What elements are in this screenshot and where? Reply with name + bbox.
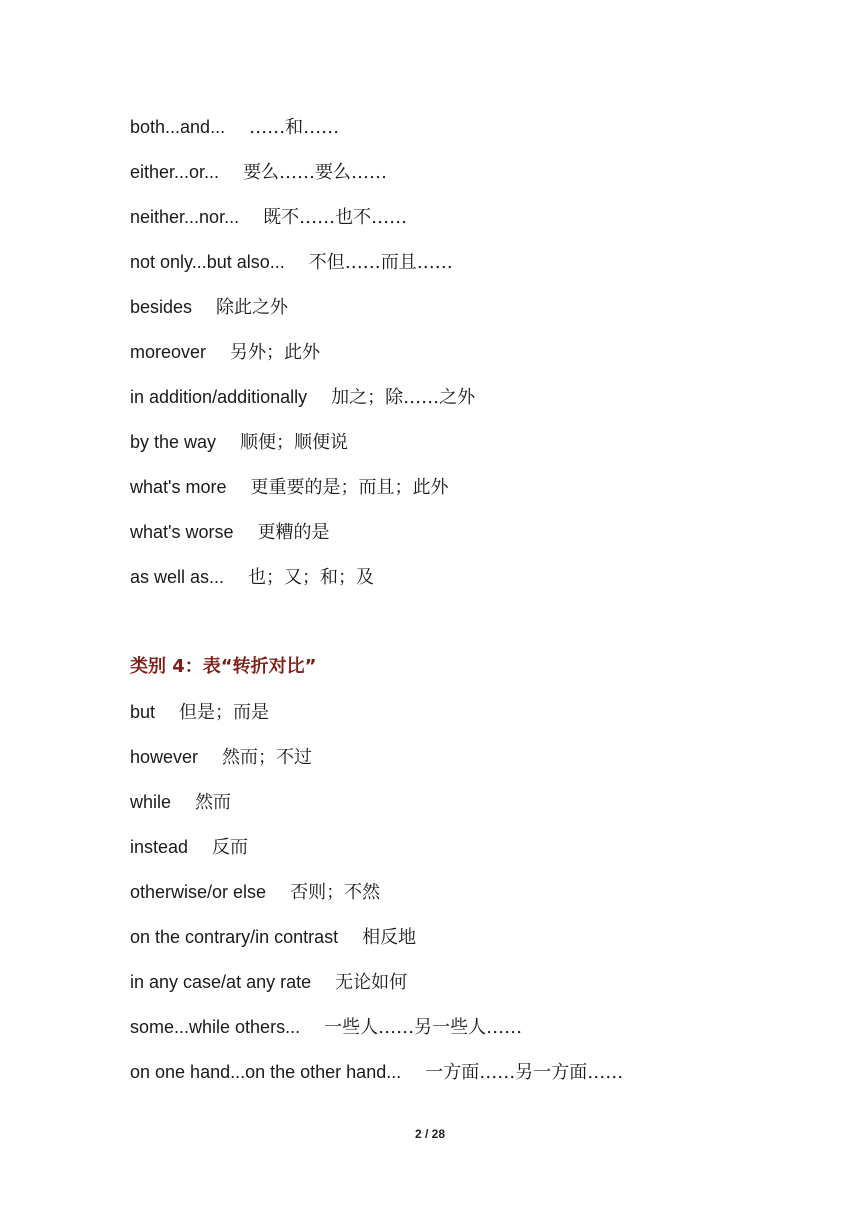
phrase-entry xyxy=(130,247,475,292)
phrase-list-contrast xyxy=(130,697,623,1102)
phrase-entry xyxy=(130,967,623,1012)
phrase-entry xyxy=(130,292,475,337)
phrase-english: on one hand...on the other hand... xyxy=(130,1062,402,1082)
phrase-chinese: 更重要的是；而且；此外 xyxy=(250,477,449,498)
phrase-english: however xyxy=(130,747,199,767)
phrase-entry xyxy=(130,202,475,247)
phrase-entry xyxy=(130,112,475,157)
phrase-chinese: 相反地 xyxy=(362,927,417,948)
phrase-entry xyxy=(130,922,623,967)
phrase-entry xyxy=(130,382,475,427)
phrase-english: otherwise/or else xyxy=(130,882,267,902)
phrase-entry xyxy=(130,157,475,202)
phrase-entry xyxy=(130,562,475,607)
phrase-english: not only...but also... xyxy=(130,252,285,272)
phrase-entry xyxy=(130,1012,623,1057)
phrase-entry xyxy=(130,1057,623,1102)
phrase-english: on the contrary/in contrast xyxy=(130,927,339,947)
phrase-entry xyxy=(130,517,475,562)
section-heading-contrast: 类别 4：表“转折对比” xyxy=(130,656,317,677)
phrase-english: while xyxy=(130,792,172,812)
phrase-english: instead xyxy=(130,837,189,857)
phrase-chinese: 不但……而且…… xyxy=(308,252,453,273)
phrase-chinese: 也；又；和；及 xyxy=(248,567,375,588)
page-number: 2 / 28 xyxy=(414,1127,446,1141)
phrase-chinese: 顺便；顺便说 xyxy=(240,432,349,453)
phrase-chinese: ……和…… xyxy=(249,117,340,138)
phrase-english: as well as... xyxy=(130,567,225,587)
phrase-english: in addition/additionally xyxy=(130,387,308,407)
phrase-entry xyxy=(130,832,623,877)
phrase-english: either...or... xyxy=(130,162,220,182)
phrase-list-addition xyxy=(130,112,475,607)
phrase-chinese: 但是；而是 xyxy=(179,702,270,723)
phrase-chinese: 另外；此外 xyxy=(230,342,321,363)
phrase-entry xyxy=(130,337,475,382)
phrase-english: moreover xyxy=(130,342,207,362)
phrase-english: both...and... xyxy=(130,117,226,137)
phrase-chinese: 更糟的是 xyxy=(257,522,330,543)
phrase-entry xyxy=(130,877,623,922)
phrase-chinese: 一方面……另一方面…… xyxy=(425,1062,624,1083)
phrase-english: besides xyxy=(130,297,193,317)
phrase-chinese: 反而 xyxy=(212,837,249,858)
phrase-entry xyxy=(130,697,623,742)
phrase-english: some...while others... xyxy=(130,1017,301,1037)
phrase-english: by the way xyxy=(130,432,217,452)
phrase-entry xyxy=(130,787,623,832)
phrase-chinese: 除此之外 xyxy=(216,297,289,318)
phrase-english: neither...nor... xyxy=(130,207,240,227)
phrase-english: what's worse xyxy=(130,522,234,542)
phrase-chinese: 无论如何 xyxy=(335,972,408,993)
phrase-entry xyxy=(130,427,475,472)
phrase-chinese: 要么……要么…… xyxy=(243,162,388,183)
phrase-chinese: 既不……也不…… xyxy=(263,207,408,228)
phrase-english: in any case/at any rate xyxy=(130,972,312,992)
phrase-english: but xyxy=(130,702,156,722)
phrase-chinese: 然而；不过 xyxy=(222,747,313,768)
phrase-entry xyxy=(130,742,623,787)
phrase-chinese: 加之；除……之外 xyxy=(331,387,476,408)
phrase-chinese: 一些人……另一些人…… xyxy=(324,1017,523,1038)
phrase-chinese: 否则；不然 xyxy=(290,882,381,903)
phrase-chinese: 然而 xyxy=(195,792,232,813)
phrase-entry xyxy=(130,472,475,517)
phrase-english: what's more xyxy=(130,477,227,497)
